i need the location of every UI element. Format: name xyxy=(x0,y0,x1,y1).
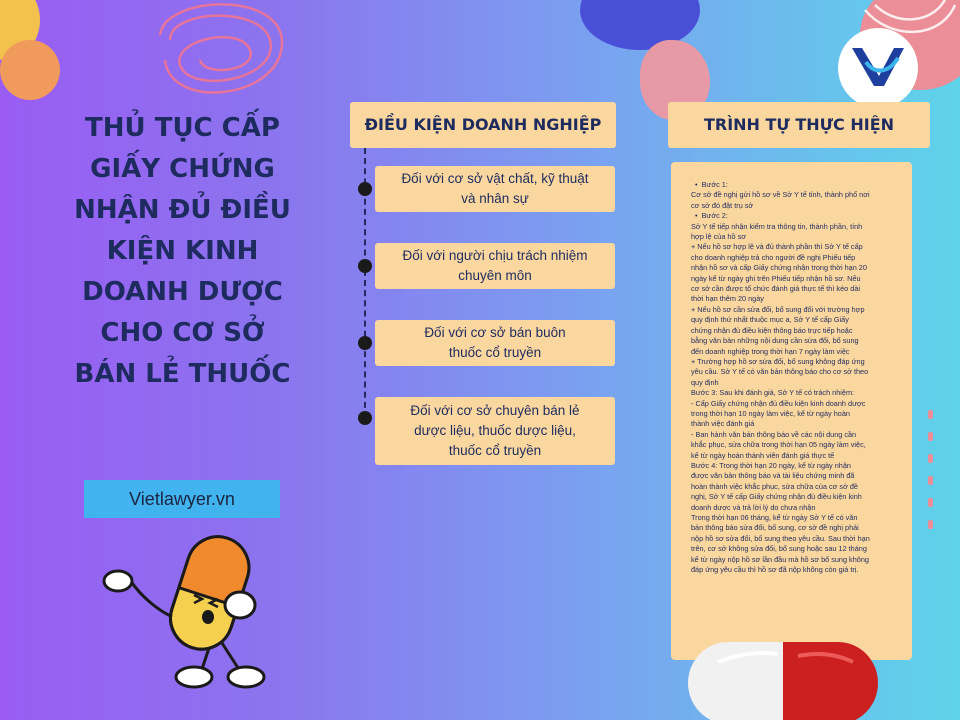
timeline-dot xyxy=(358,411,372,425)
procedure-line: Sở Y tế tiếp nhận kiểm tra thông tin, thành phần, tính xyxy=(691,221,863,231)
procedure-line: hoàn thành việc khắc phục, sửa chữa của cơ sở đề xyxy=(691,481,858,491)
condition-card xyxy=(375,243,615,289)
decorative-dash xyxy=(928,520,933,529)
procedure-line: đáp ứng yêu cầu thì hồ sơ đã nộp không còn giá trị. xyxy=(691,565,859,575)
procedure-line: - Cấp Giấy chứng nhận đủ điều kiện kinh doanh dược xyxy=(691,398,866,408)
procedure-line: chứng nhận đủ điều kiện thông báo trực tiếp hoặc xyxy=(691,325,853,335)
procedure-panel xyxy=(671,162,912,660)
condition-line: và nhân sự xyxy=(461,191,529,206)
condition-line: thuốc cổ truyền xyxy=(448,443,542,458)
condition-line: Đối với người chịu trách nhiệm xyxy=(402,248,588,263)
procedure-line: đến doanh nghiệp trong thời hạn 7 ngày làm việc xyxy=(691,346,850,356)
procedure-line: cơ sở cần được tổ chức đánh giá thực tế thì kéo dài xyxy=(691,284,860,294)
condition-line: dược liệu, thuốc dược liệu, xyxy=(414,423,576,438)
timeline-dot xyxy=(358,182,372,196)
conditions-header: ĐIỀU KIỆN DOANH NGHIỆP xyxy=(350,102,616,148)
title-line: BÁN LẺ THUỐC xyxy=(74,359,291,389)
procedure-line: - Ban hành văn bản thông báo về các nội dung cần xyxy=(691,429,857,439)
procedure-line: nộp hồ sơ sửa đổi, bổ sung theo yêu cầu. Sau thời hạn xyxy=(691,533,870,543)
procedure-line: + Trường hợp hồ sơ sửa đổi, bổ sung không đáp ứng xyxy=(691,356,865,366)
condition-line: Đối với cơ sở vật chất, kỹ thuật xyxy=(401,171,589,186)
title-line: CHO CƠ SỞ xyxy=(100,318,265,348)
condition-line: Đối với cơ sở chuyên bán lẻ xyxy=(410,403,580,418)
pill-illustration xyxy=(688,632,878,720)
procedure-line: trong thời hạn 10 ngày làm việc, kể từ ngày hoàn xyxy=(691,408,850,418)
procedure-line: khắc phục, sửa chữa trong thời hạn 05 ngày làm việc, xyxy=(691,440,866,450)
procedure-line: Trong thời hạn 06 tháng, kể từ ngày Sở Y tế có văn xyxy=(691,513,858,522)
site-badge[interactable]: Vietlawyer.vn xyxy=(84,480,280,518)
page-title xyxy=(40,108,325,395)
procedure-line: nghị, Sở Y tế cấp Giấy chứng nhận đủ điều kiện kinh xyxy=(691,492,862,502)
procedure-line: kể từ ngày nộp hồ sơ lần đầu mà hồ sơ bổ sung không xyxy=(691,554,869,564)
procedure-line: cho doanh nghiệp trả cho người đề nghị Phiếu tiếp xyxy=(691,252,856,262)
decorative-dash xyxy=(928,432,933,441)
condition-line: thuốc cổ truyền xyxy=(448,345,542,360)
condition-line: Đối với cơ sở bán buôn xyxy=(424,325,566,340)
condition-line: chuyên môn xyxy=(458,268,532,283)
procedure-line: hợp lệ của hồ sơ xyxy=(691,232,747,242)
condition-card xyxy=(375,397,615,465)
capsule-mascot-illustration xyxy=(90,525,280,715)
title-line: NHẬN ĐỦ ĐIỀU xyxy=(74,195,291,225)
title-line: KIỆN KINH xyxy=(106,236,259,266)
procedure-line: thời hạn thêm 20 ngày xyxy=(691,294,764,304)
procedure-line: ngày kể từ ngày ghi trên Phiếu tiếp nhận hồ sơ. Nếu xyxy=(691,273,861,283)
condition-card xyxy=(375,166,615,212)
decorative-blob xyxy=(0,40,60,100)
title-line: DOANH DƯỢC xyxy=(82,277,283,307)
decorative-dash xyxy=(928,454,933,463)
timeline-dot xyxy=(358,259,372,273)
procedure-line: quy định thứ nhất thuộc mục a, Sở Y tế cấp Giấy xyxy=(691,315,849,325)
procedure-line: nhận hồ sơ và cấp Giấy chứng nhận trong thời hạn 20 xyxy=(691,263,867,273)
procedure-line: + Nếu hồ sơ cần sửa đổi, bổ sung đối với trường hợp xyxy=(691,304,865,314)
procedure-line: + Nếu hồ sơ hợp lệ và đủ thành phần thì Sở Y tế cấp xyxy=(691,242,863,252)
procedure-line: • Bước 1: xyxy=(691,180,902,190)
decorative-dash xyxy=(928,476,933,485)
timeline-dot xyxy=(358,336,372,350)
procedure-line: thành việc đánh giá xyxy=(691,419,755,429)
procedure-line: doanh dược và trả lời lý do chưa nhận xyxy=(691,502,816,512)
decorative-dash xyxy=(928,498,933,507)
procedure-line: quy định xyxy=(691,377,719,387)
procedure-header: TRÌNH TỰ THỰC HIỆN xyxy=(668,102,930,148)
decorative-swirl xyxy=(150,0,290,110)
procedure-line: kể từ ngày hoàn thành viên đánh giá thực tế xyxy=(691,450,835,460)
procedure-line: • Bước 2: xyxy=(691,211,902,221)
procedure-line: được văn bản thông báo và tài liệu chứng minh đã xyxy=(691,471,855,481)
procedure-line: cơ sở đó đặt trụ sở xyxy=(691,200,754,210)
condition-card xyxy=(375,320,615,366)
brand-logo xyxy=(838,28,918,108)
procedure-line: Bước 4: Trong thời hạn 20 ngày, kể từ ngày nhận xyxy=(691,460,851,470)
procedure-line: trên, cơ sở không sửa đổi, bổ sung hoặc sau 12 tháng xyxy=(691,544,867,554)
brand-logo-icon xyxy=(838,28,918,108)
procedure-line: bản thông báo sửa đổi, bổ sung, cơ sở đề nghị phải xyxy=(691,523,859,533)
procedure-line: yêu cầu. Sở Y tế có văn bản thông báo cho cơ sở theo xyxy=(691,367,869,377)
procedure-line: Cơ sở đề nghị gửi hồ sơ về Sở Y tế tỉnh, thành phố nơi xyxy=(691,190,870,200)
procedure-line: bằng văn bản những nội dung cần sửa đổi, bổ sung xyxy=(691,336,859,346)
decorative-dash xyxy=(928,410,933,419)
title-line: THỦ TỤC CẤP xyxy=(85,113,280,143)
procedure-line: Bước 3: Sau khi đánh giá, Sở Y tế có trách nhiệm: xyxy=(691,388,855,398)
title-line: GIẤY CHỨNG xyxy=(90,154,275,184)
